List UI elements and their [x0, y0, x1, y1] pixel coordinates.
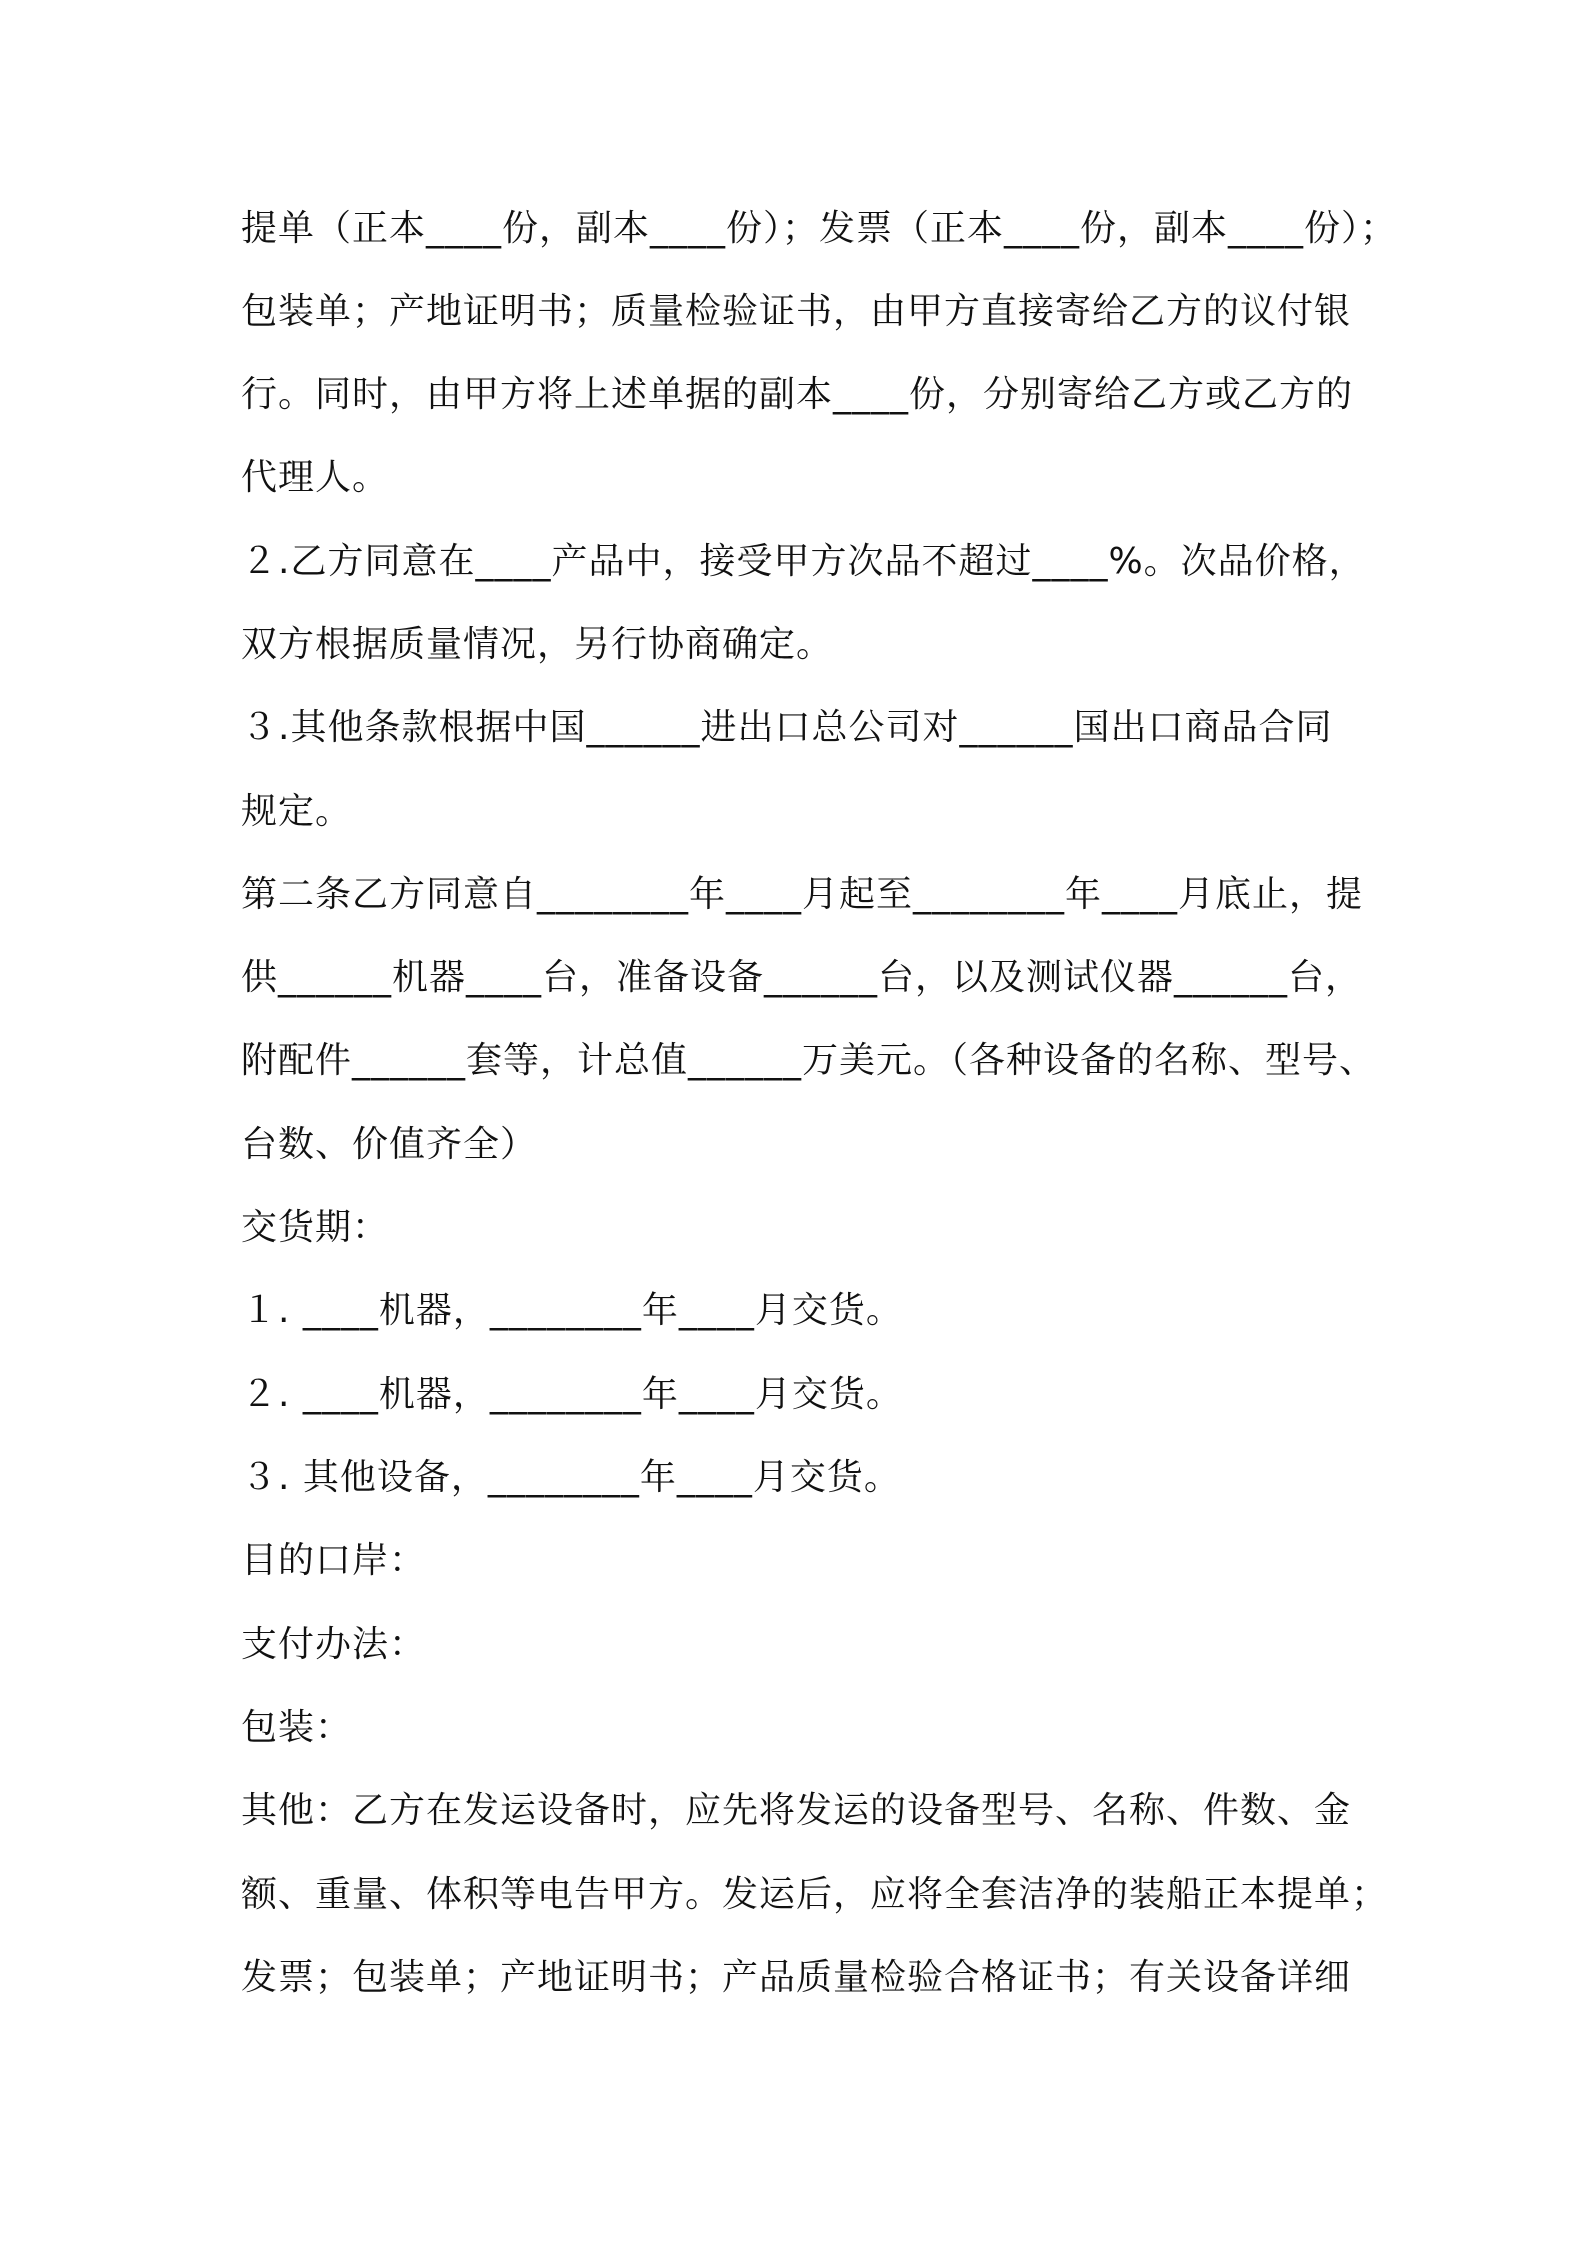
text-line: １. ____机器，________年____月交货。: [241, 1290, 903, 1331]
text-line: 发票；包装单；产地证明书；产品质量检验合格证书；有关设备详细: [241, 1957, 1352, 1998]
text-line: ２.乙方同意在____产品中，接受甲方次品不超过____%。次品价格，: [241, 541, 1366, 582]
text-line: 代理人。: [241, 457, 390, 498]
text-line: ２. ____机器，________年____月交货。: [241, 1374, 903, 1415]
text-line: 支付办法：: [241, 1624, 427, 1665]
text-line: 规定。: [241, 791, 353, 832]
text-line: 台数、价值齐全）: [241, 1124, 538, 1165]
text-line: 额、重量、体积等电告甲方。发运后，应将全套洁净的装船正本提单；: [241, 1874, 1389, 1915]
text-line: 附配件______套等，计总值______万美元。（各种设备的名称、型号、: [241, 1040, 1377, 1081]
text-line: 交货期：: [241, 1207, 390, 1248]
text-line: 包装单；产地证明书；质量检验证书，由甲方直接寄给乙方的议付银: [241, 291, 1352, 332]
text-line: 第二条乙方同意自________年____月起至________年____月底止，提: [241, 874, 1364, 915]
text-line: ３. 其他设备，________年____月交货。: [241, 1457, 901, 1498]
text-line: 目的口岸：: [241, 1540, 427, 1581]
text-line: 其他：乙方在发运设备时，应先将发运的设备型号、名称、件数、金: [241, 1790, 1352, 1831]
text-line: 供______机器____台，准备设备______台，以及测试仪器______台，: [241, 957, 1363, 998]
text-line: 行。同时，由甲方将上述单据的副本____份，分别寄给乙方或乙方的: [241, 374, 1354, 415]
text-line: 提单（正本____份，副本____份）；发票（正本____份，副本____份）；: [241, 208, 1398, 249]
text-line: 双方根据质量情况，另行协商确定。: [241, 624, 834, 665]
text-line: ３.其他条款根据中国______进出口总公司对______国出口商品合同: [241, 707, 1333, 748]
text-line: 包装：: [241, 1707, 353, 1748]
